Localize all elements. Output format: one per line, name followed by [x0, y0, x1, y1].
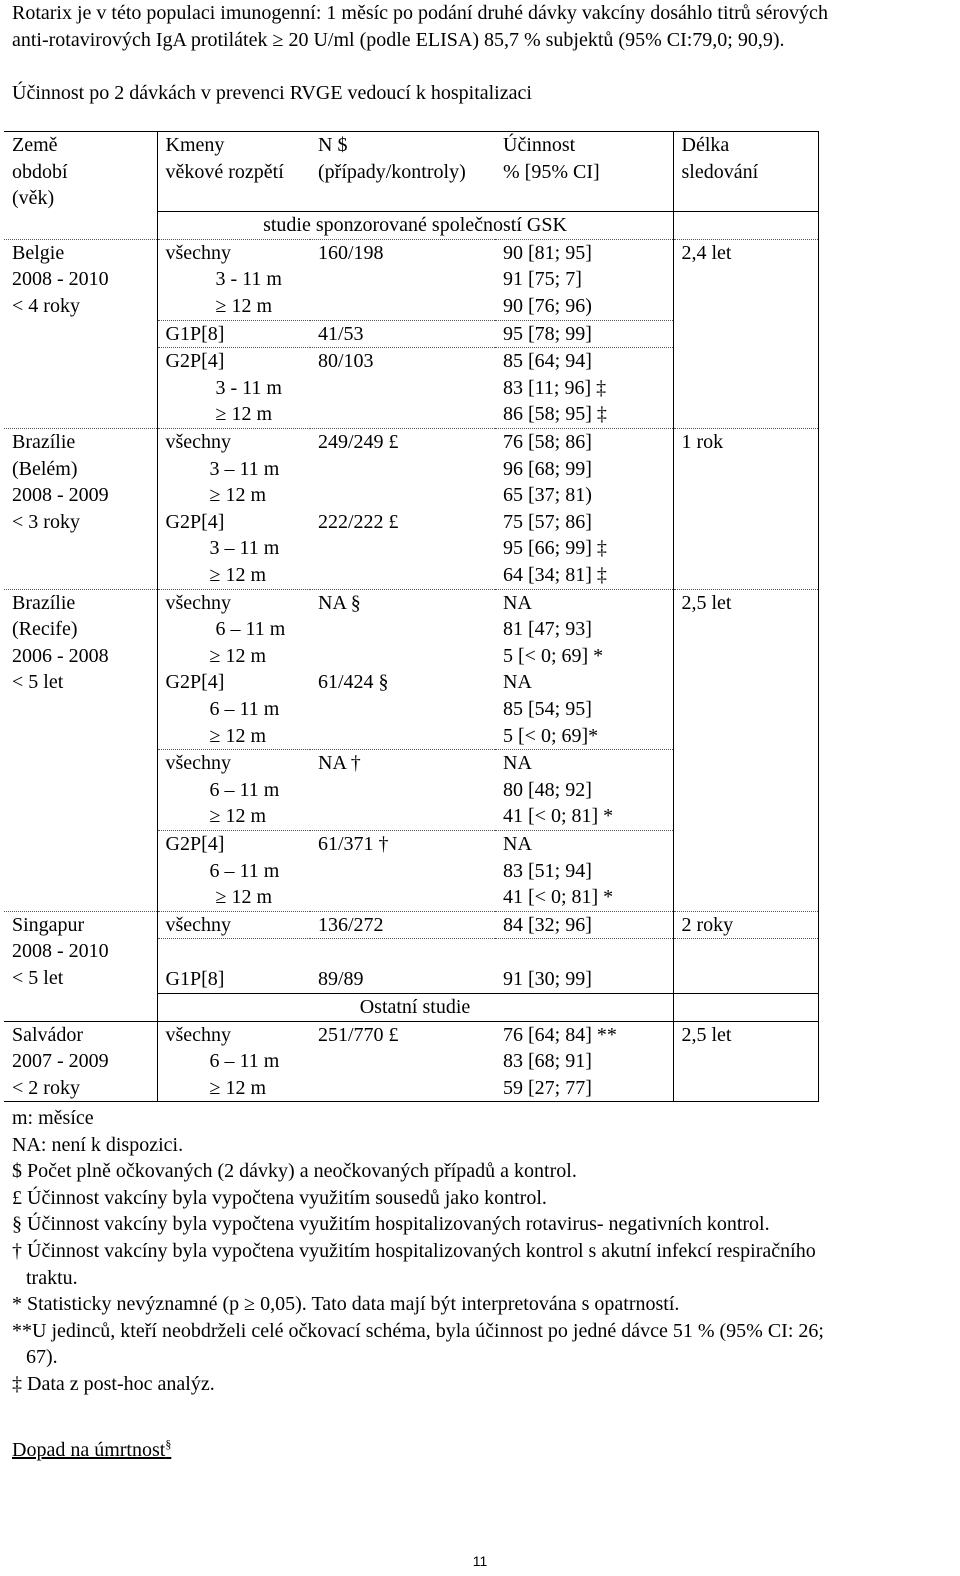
section-gsk: studie sponzorované společností GSK	[157, 212, 673, 240]
footnote-na: NA: není k dispozici.	[12, 1133, 184, 1156]
header-strains: Kmeny věkové rozpětí	[157, 132, 310, 212]
intro-line-1: Rotarix je v této populaci imunogenní: 1 měsíc po podání druhé dávky vakcíny dosáhlo titrů sérových	[12, 2, 828, 24]
table-row: G1P[8] 89/89 91 [30; 99]	[4, 939, 818, 994]
table-row: Brazílie (Belém) 2008 - 2009 < 3 roky všechny 3 – 11 m ≥ 12 m 249/249 £ 76 [58; 86] 96 [68; 99] 65 [37; 81) 1 rok	[4, 429, 818, 509]
footnote-double-star-cont: 67).	[26, 1346, 58, 1369]
section-row-other	[4, 993, 818, 1021]
table-header-row	[4, 132, 818, 212]
followup-recife: 2,5 let	[673, 589, 818, 911]
section-other: Ostatní studie	[157, 993, 673, 1021]
intro-line-2: anti-rotavirových IgA protilátek ≥ 20 U/ml (podle ELISA) 85,7 % subjektů (95% CI:79,0; 90,9).	[12, 29, 785, 51]
header-country: Země období (věk)	[4, 132, 157, 212]
footnote-m: m: měsíce	[12, 1107, 94, 1129]
followup-belgie: 2,4 let	[673, 239, 818, 428]
table-row: Brazílie (Recife) 2006 - 2008 < 5 let všechny 6 – 11 m ≥ 12 m NA § NA 81 [47; 93] 5 [< 0; 69] * 2,5 let	[4, 589, 818, 669]
country-salvador: Salvádor 2007 - 2009 < 2 roky	[4, 1021, 157, 1102]
followup-salvador: 2,5 let	[673, 1021, 818, 1102]
header-followup: Délka sledování	[673, 132, 818, 212]
footnote-dagger-cont: traktu.	[26, 1266, 78, 1289]
footnote-section: § Účinnost vakcíny byla vypočtena využitím hospitalizovaných rotavirus- negativních kontrol.	[12, 1213, 770, 1236]
country-singapur: Singapur 2008 - 2010 < 5 let	[4, 911, 157, 993]
table-row: všechny 6 – 11 m ≥ 12 m NA † NA 80 [48; 92] 41 [< 0; 81] *	[4, 750, 818, 831]
header-n: N $ (případy/kontroly)	[310, 132, 495, 212]
country-belgie: Belgie 2008 - 2010 < 4 roky	[4, 239, 157, 428]
table-row: G2P[4] 3 – 11 m ≥ 12 m 222/222 £ 75 [57; 86] 95 [66; 99] ‡ 64 [34; 81] ‡	[4, 509, 818, 589]
footnote-dollar: $ Počet plně očkovaných (2 dávky) a neočkovaných případů a kontrol.	[12, 1160, 577, 1183]
table-row: G2P[4] 3 - 11 m ≥ 12 m 80/103 85 [64; 94] 83 [11; 96] ‡ 86 [58; 95] ‡	[4, 348, 818, 429]
table-row: G2P[4] 6 – 11 m ≥ 12 m 61/424 § NA 85 [54; 95] 5 [< 0; 69]*	[4, 669, 818, 749]
page-number: 11	[472, 1553, 488, 1569]
next-section-heading[interactable]: Dopad na úmrtnost§	[12, 1437, 172, 1461]
table-row: Belgie 2008 - 2010 < 4 roky všechny 3 - 11 m ≥ 12 m 160/198 90 [81; 95] 91 [75; 7] 90 [76; 96) 2,4 let	[4, 239, 818, 320]
followup-belem: 1 rok	[673, 429, 818, 590]
table-row: Singapur 2008 - 2010 < 5 let všechny 136/272 84 [32; 96] 2 roky	[4, 911, 818, 939]
table-row: G2P[4] 6 – 11 m ≥ 12 m 61/371 † NA 83 [51; 94] 41 [< 0; 81] *	[4, 830, 818, 911]
country-belem: Brazílie (Belém) 2008 - 2009 < 3 roky	[4, 429, 157, 590]
table-row: Salvádor 2007 - 2009 < 2 roky všechny 6 – 11 m ≥ 12 m 251/770 £ 76 [64; 84] ** 83 [68; 91] 59 [27; 77] 2,5 let	[4, 1021, 818, 1102]
country-recife: Brazílie (Recife) 2006 - 2008 < 5 let	[4, 589, 157, 911]
followup-singapur: 2 roky	[673, 911, 818, 939]
footnote-pound: £ Účinnost vakcíny byla vypočtena využitím sousedů jako kontrol.	[12, 1186, 547, 1209]
footnote-star: * Statisticky nevýznamné (p ≥ 0,05). Tato data mají být interpretována s opatrností.	[12, 1293, 680, 1316]
efficacy-table	[4, 131, 819, 1102]
section-row-gsk	[4, 212, 818, 240]
footnotes	[12, 1105, 952, 1398]
table-title: Účinnost po 2 dávkách v prevenci RVGE vedoucí k hospitalizaci	[12, 82, 532, 104]
footnote-double-dagger: ‡ Data z post-hoc analýz.	[12, 1372, 215, 1395]
footnote-dagger: † Účinnost vakcíny byla vypočtena využitím hospitalizovaných kontrol s akutní infekcí respiračního	[12, 1239, 816, 1262]
header-efficacy: Účinnost % [95% CI]	[495, 132, 673, 212]
table-row: G1P[8] 41/53 95 [78; 99]	[4, 320, 818, 348]
footnote-double-star: **U jedinců, kteří neobdrželi celé očkovací schéma, byla účinnost po jedné dávce 51 % (95% CI: 26;	[12, 1319, 824, 1342]
